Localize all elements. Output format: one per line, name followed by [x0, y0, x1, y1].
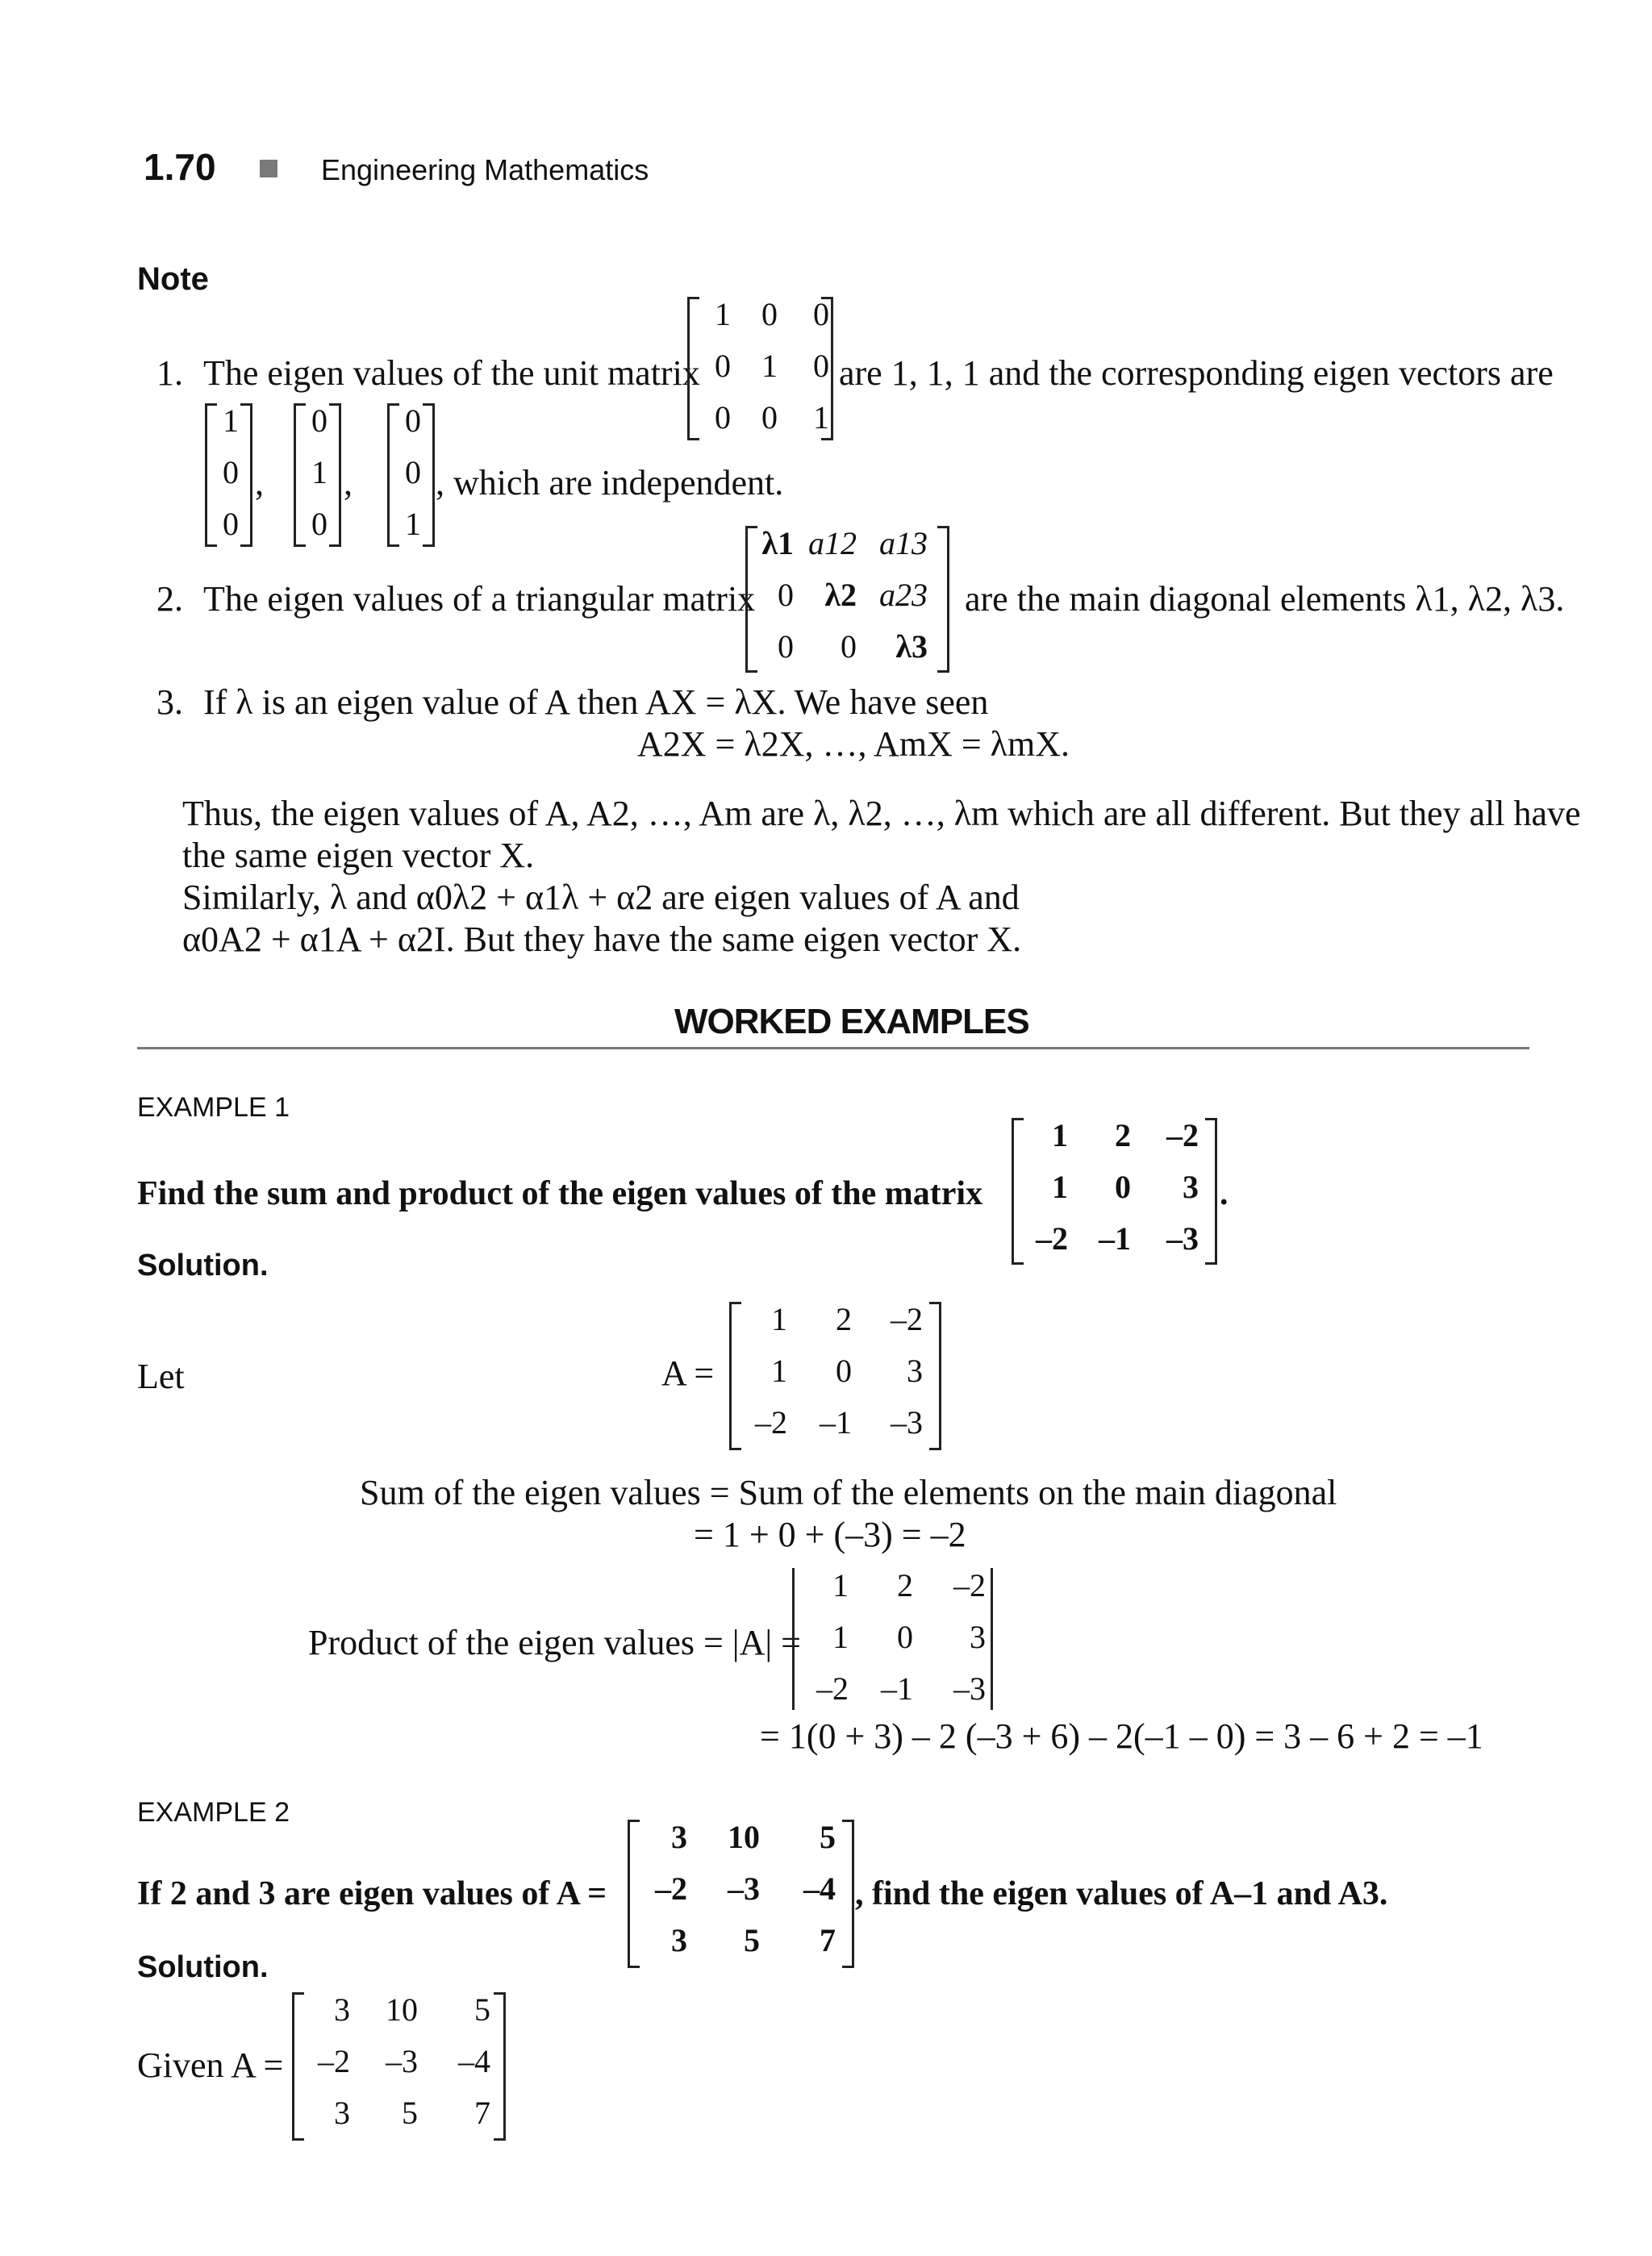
eigen-vector-3: 0 0 1 — [405, 402, 421, 542]
a-equals: A = — [661, 1353, 715, 1393]
vector1-bracket-right — [240, 403, 252, 547]
worked-examples-heading: WORKED EXAMPLES — [674, 1002, 1029, 1041]
matrix-bracket-right — [1205, 1118, 1217, 1265]
item1-number: 1. — [156, 353, 183, 393]
matrix-bracket-right — [494, 1992, 506, 2141]
eigen-vector-2: 0 1 0 — [311, 402, 327, 542]
section-divider — [137, 1047, 1529, 1049]
item3-line2: A2X = λ2X, …, AmX = λmX. — [637, 724, 1070, 764]
vector2-bracket-right — [329, 403, 341, 547]
example1-question-end: . — [1220, 1175, 1229, 1212]
product-statement: Product of the eigen values = |A| = — [308, 1623, 801, 1662]
item3-number: 3. — [156, 682, 183, 722]
sum-result: = 1 + 0 + (–3) = –2 — [694, 1515, 966, 1554]
example2-solution-label: Solution. — [137, 1950, 269, 1984]
note-heading: Note — [137, 261, 209, 297]
matrix-bracket-right — [842, 1820, 854, 1968]
example2-label: EXAMPLE 2 — [137, 1797, 290, 1828]
matrix-a: 1 2 –2 1 0 3 –2 –1 –3 — [755, 1301, 923, 1441]
eigen-vector-1: 1 0 0 — [223, 402, 239, 542]
determinant-bar-left — [792, 1568, 795, 1710]
matrix-bracket-right — [929, 1302, 941, 1450]
example1-label: EXAMPLE 1 — [137, 1092, 290, 1123]
matrix-bracket-right — [937, 526, 949, 673]
matrix-bracket-right — [821, 297, 833, 440]
item1-after: , which are independent. — [436, 463, 784, 502]
item3-para1-line1: Thus, the eigen values of A, A2, …, Am are λ, λ2, …, λm which are all different. But they all have — [182, 794, 1581, 833]
given-a-equals: Given A = — [137, 2045, 284, 2085]
item2-tail: are the main diagonal elements λ1, λ2, λ3. — [965, 579, 1565, 619]
vector-comma: , — [344, 463, 353, 502]
book-title: Engineering Mathematics — [321, 153, 649, 186]
vector3-bracket-right — [423, 403, 435, 547]
item3-para2-line1: Similarly, λ and α0λ2 + α1λ + α2 are eigen values of A and — [182, 878, 1020, 917]
example1-question: Find the sum and product of the eigen values of the matrix — [137, 1175, 983, 1212]
header-square-icon — [260, 160, 277, 177]
unit-matrix: 1 0 0 0 1 0 0 0 1 — [715, 296, 829, 436]
determinant-a: 1 2 –2 1 0 3 –2 –1 –3 — [816, 1567, 986, 1707]
item1-lead: The eigen values of the unit matrix — [203, 353, 700, 393]
example2-question-tail: , find the eigen values of A–1 and A3. — [855, 1875, 1388, 1912]
example2-question-lead: If 2 and 3 are eigen values of A = — [137, 1875, 607, 1912]
page-number: 1.70 — [144, 146, 216, 188]
item3-line1: If λ is an eigen value of A then AX = λX. We have seen — [203, 682, 989, 722]
item2-lead: The eigen values of a triangular matrix — [203, 579, 756, 619]
product-result: = 1(0 + 3) – 2 (–3 + 6) – 2(–1 – 0) = 3 – 6 + 2 = –1 — [760, 1716, 1483, 1756]
item1-tail: are 1, 1, 1 and the corresponding eigen vectors are — [839, 353, 1554, 393]
example1-solution-label: Solution. — [137, 1249, 269, 1282]
sum-statement: Sum of the eigen values = Sum of the elements on the main diagonal — [360, 1473, 1337, 1512]
let-label: Let — [137, 1357, 185, 1396]
given-matrix-a: 3 10 5 –2 –3 –4 3 5 7 — [318, 1991, 490, 2131]
example2-matrix: 3 10 5 –2 –3 –4 3 5 7 — [655, 1819, 836, 1958]
example1-matrix: 1 2 –2 1 0 3 –2 –1 –3 — [1036, 1117, 1199, 1257]
vector-comma: , — [255, 463, 264, 502]
item2-number: 2. — [156, 579, 183, 619]
item3-para1-line2: the same eigen vector X. — [182, 836, 535, 875]
item3-para2-line2: α0A2 + α1A + α2I. But they have the same eigen vector X. — [182, 919, 1022, 959]
triangular-matrix: λ1 a12 a13 0 λ2 a23 0 0 λ3 — [761, 525, 928, 665]
determinant-bar-right — [991, 1568, 993, 1710]
